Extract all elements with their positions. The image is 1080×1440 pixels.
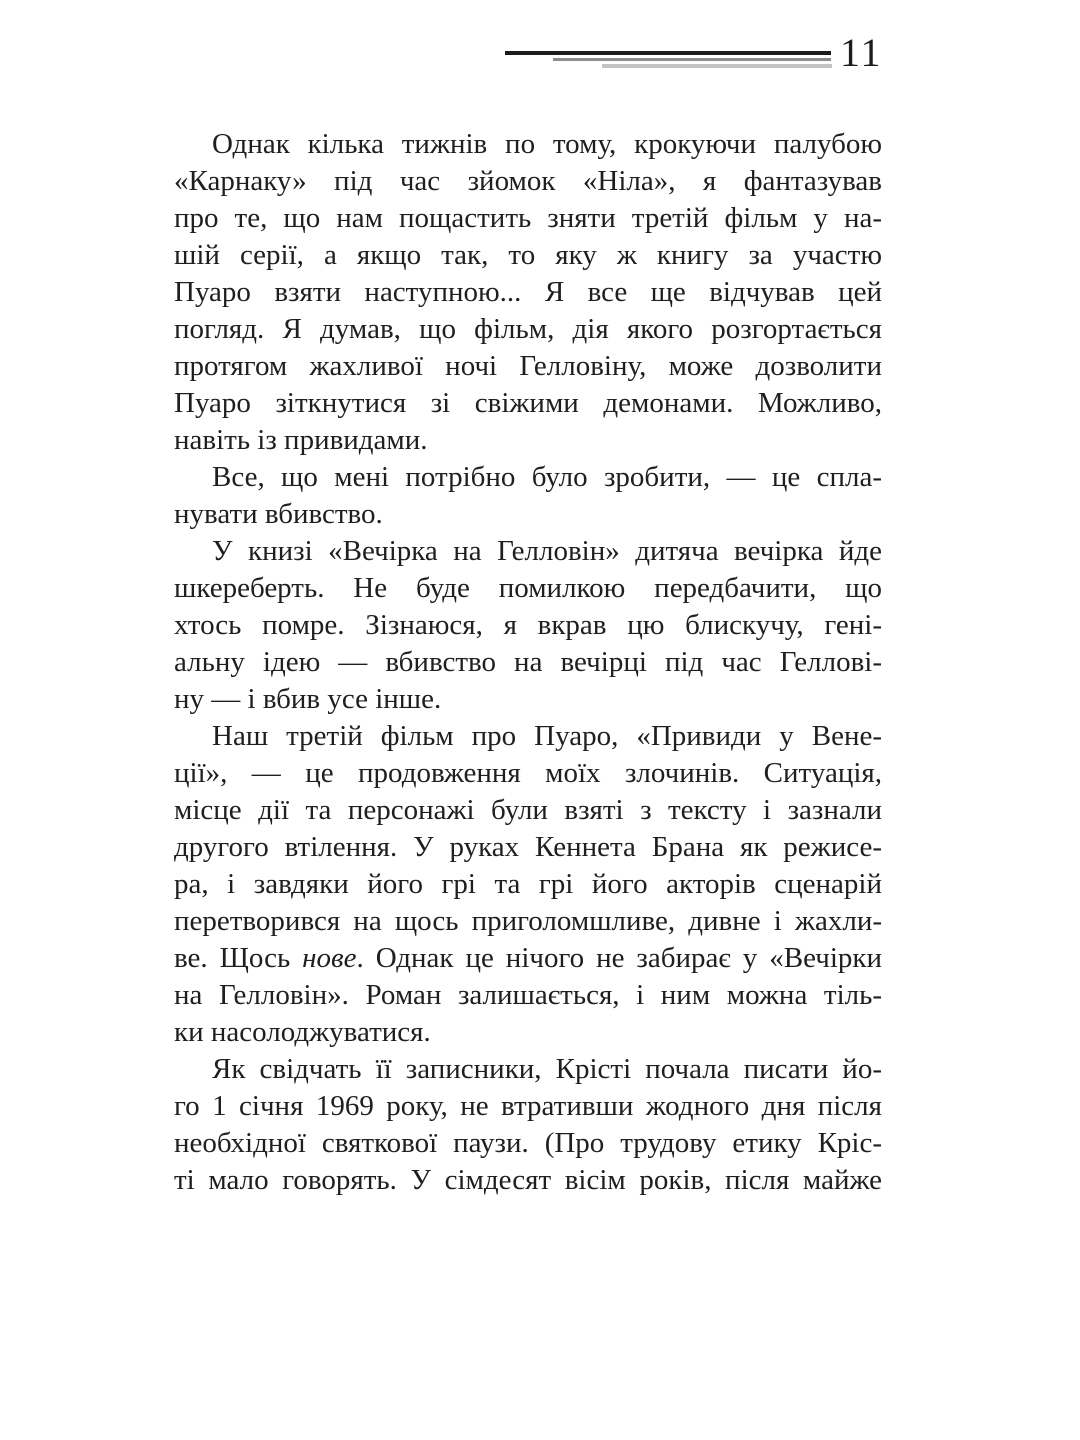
text-line [174,1162,882,1199]
text-line [174,570,882,607]
text-line [174,385,882,422]
text-segment: про те, що нам пощастить зняти третій фільм у на- [174,202,882,234]
text-line [174,829,882,866]
text-segment: . Однак це нічого не забирає у «Вечірки [356,942,883,974]
text-line [174,126,882,163]
text-line [174,200,882,237]
text-line [174,607,882,644]
text-segment: погляд. Я думав, що фільм, дія якого розгортається [174,313,882,345]
text-segment: ції», — це продовження моїх злочинів. Ситуація, [174,757,882,789]
text-segment: навіть із привидами. [174,424,428,456]
text-line [174,718,882,755]
text-segment: Однак кілька тижнів по тому, крокуючи палубою [212,128,882,160]
text-line [174,1051,882,1088]
text-line [174,422,882,459]
text-segment: на Гелловін». Роман залишається, і ним можна тіль- [174,979,882,1011]
text-segment: місце дії та персонажі були взяті з тексту і зазнали [174,794,882,826]
text-line [174,644,882,681]
text-segment: ті мало говорять. У сімдесят вісім років, після майже [174,1164,882,1196]
text-segment: необхідної святкової паузи. (Про трудову етику Кріс- [174,1127,882,1159]
text-line [174,163,882,200]
text-segment: Як свідчать її записники, Крісті почала писати йо- [212,1053,882,1085]
text-line [174,940,882,977]
text-segment: протягом жахливої ночі Гелловіну, може дозволити [174,350,882,382]
text-segment: Пуаро взяти наступною... Я все ще відчував цей [174,276,882,308]
text-segment: ну — і вбив усе інше. [174,683,442,715]
text-line [174,237,882,274]
text-segment: Пуаро зіткнутися зі свіжими демонами. Можливо, [174,387,882,419]
text-segment: другого втілення. У руках Кеннета Брана як режисе- [174,831,882,863]
text-segment: Все, що мені потрібно було зробити, — це спла- [212,461,882,493]
text-segment: шій серії, а якщо так, то яку ж книгу за участю [174,239,882,271]
text-line [174,681,882,718]
text-segment: Наш третій фільм про Пуаро, «Привиди у Вене- [212,720,882,752]
text-segment: нувати вбивство. [174,498,383,530]
page-body [174,126,882,1199]
text-segment: «Карнаку» під час зйомок «Ніла», я фантазував [174,165,882,197]
text-line [174,274,882,311]
text-line [174,311,882,348]
text-segment: хтось помре. Зізнаюся, я вкрав цю блискучу, гені- [174,609,882,641]
paragraph [174,533,882,718]
header-rule-2 [553,58,831,61]
text-segment: го 1 січня 1969 року, не втративши жодного дня після [174,1090,882,1122]
header-rule-1 [505,51,831,55]
text-segment: альну ідею — вбивство на вечірці під час Геллові- [174,646,882,678]
page-number: 11 [840,30,883,75]
text-line [174,903,882,940]
text-segment: ра, і завдяки його грі та грі його акторів сценарій [174,868,882,900]
text-line [174,755,882,792]
text-line [174,533,882,570]
italic-text: нове [302,942,357,974]
text-line [174,866,882,903]
text-line [174,1125,882,1162]
text-segment: шкереберть. Не буде помилкою передбачити, що [174,572,882,604]
text-line [174,496,882,533]
text-segment: перетворився на щось приголомшливе, дивне і жахли- [174,905,882,937]
text-segment: У книзі «Вечірка на Гелловін» дитяча вечірка йде [212,535,882,567]
paragraph [174,1051,882,1199]
text-line [174,1014,882,1051]
text-line [174,977,882,1014]
paragraph [174,126,882,459]
text-line [174,1088,882,1125]
text-line [174,792,882,829]
paragraph [174,459,882,533]
header-rule-3 [602,64,832,68]
text-line [174,348,882,385]
paragraph [174,718,882,1051]
text-segment: ве. Щось [174,942,303,974]
text-line [174,459,882,496]
text-segment: ки насолоджуватися. [174,1016,431,1048]
